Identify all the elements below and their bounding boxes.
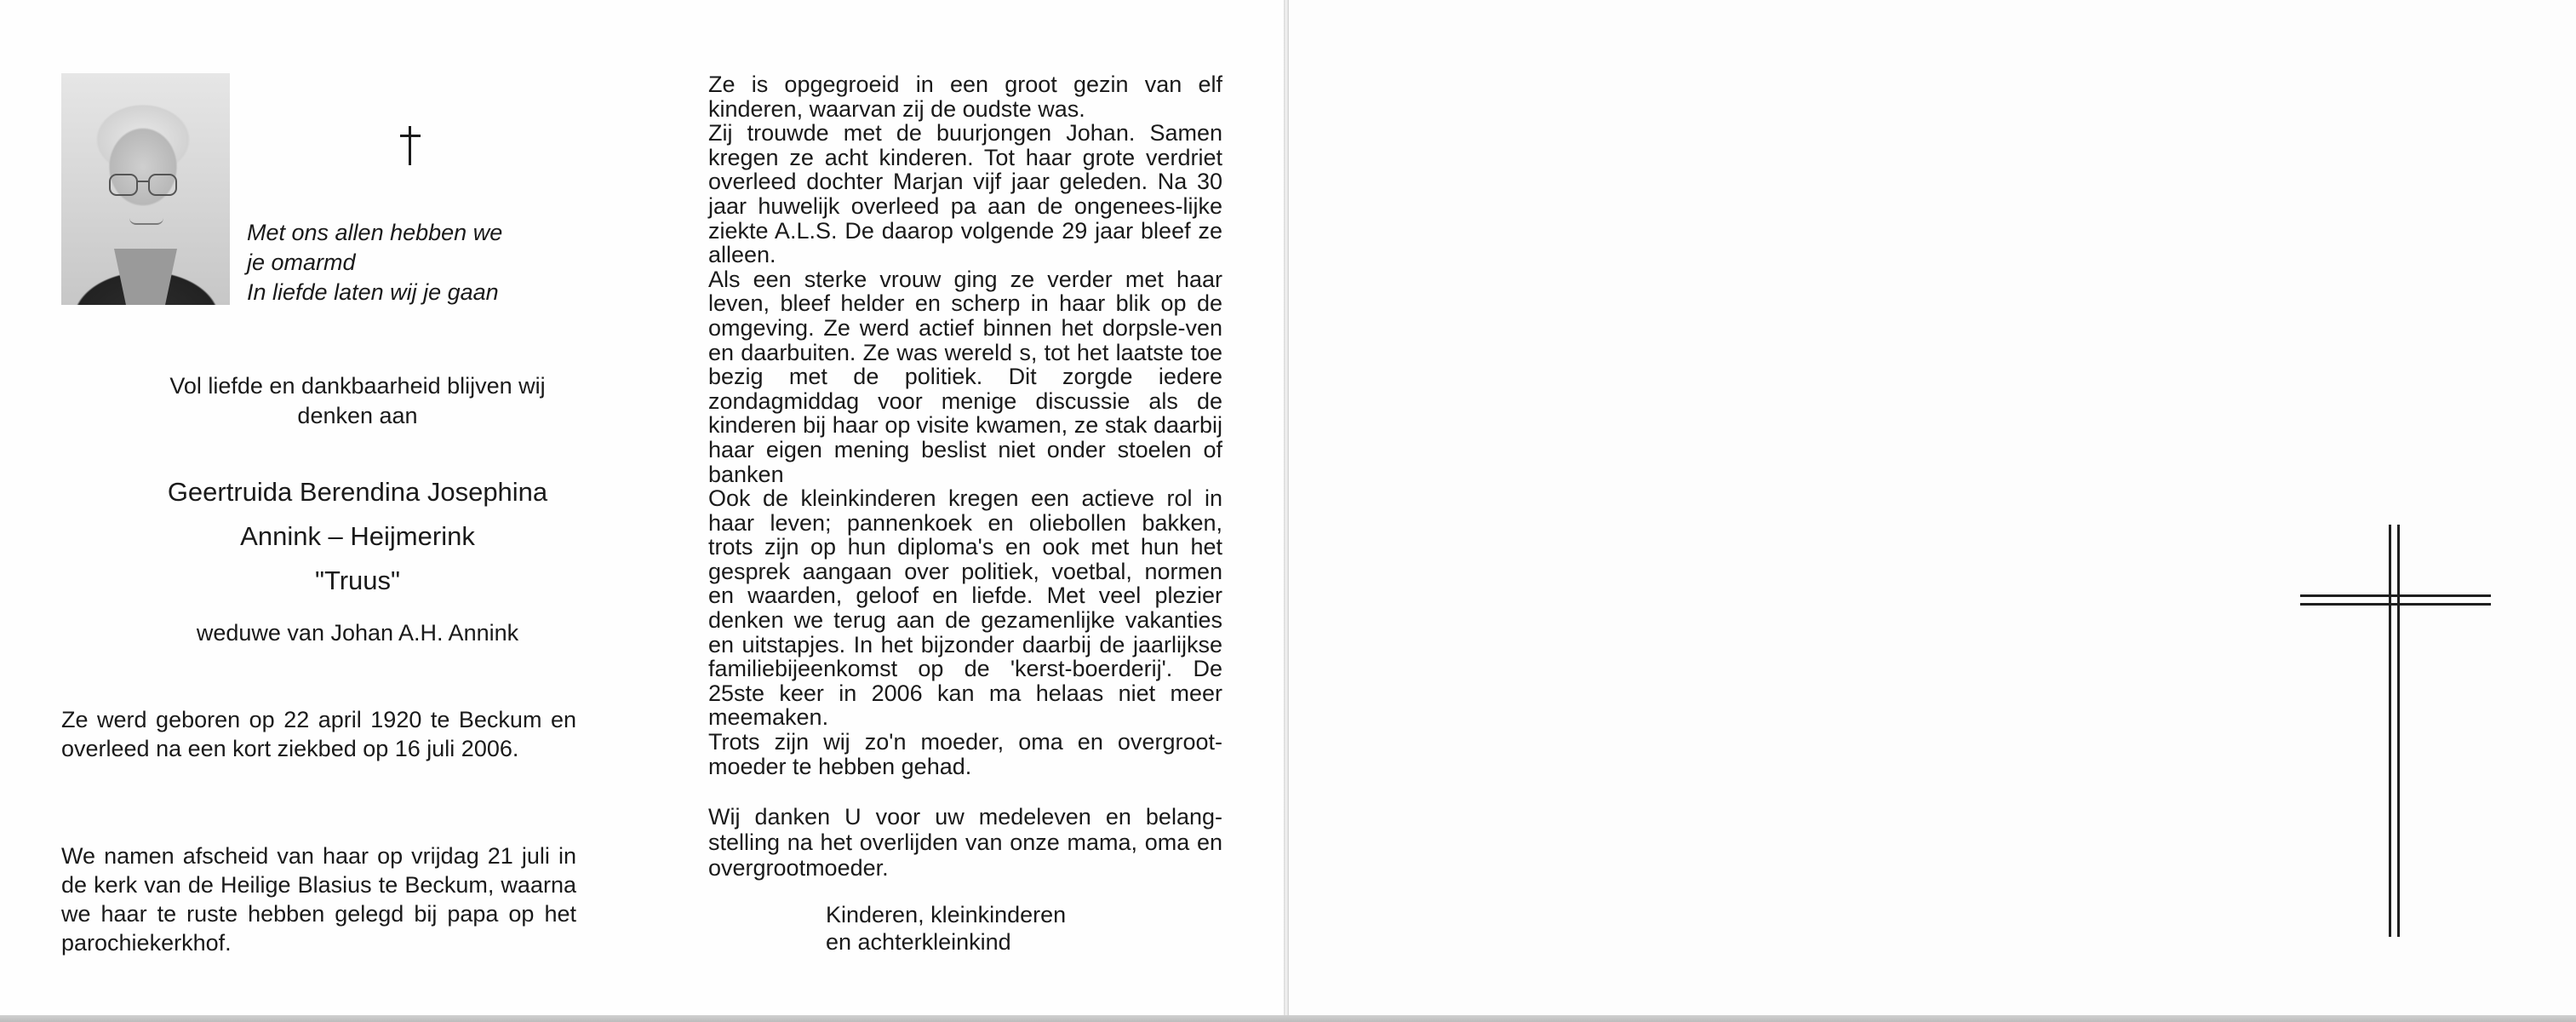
bio-paragraph: Zij trouwde met de buurjongen Johan. Samen kregen ze acht kinderen. Tot haar grote verdriet overleed dochter Marjan vijf jaar geleden. Na 30 jaar huwelijk overleed pa aan de ongenees-lijke ziekte A.L.S. De daarop volgende 29 jaar bleef ze alleen. [708,120,1222,268]
farewell-paragraph: We namen afscheid van haar op vrijdag 21 juli in de kerk van de Heilige Blasius te Beckum, waarna we haar te ruste hebben gelegd bij papa op het parochiekerkhof. [61,843,576,956]
small-cross-icon [400,126,421,165]
poem [247,218,553,307]
bio-paragraph: Trots zijn wij zo'n moeder, oma en overgroot-moeder te hebben gehad. [708,729,1222,779]
poem-line: je omarmd [247,250,356,275]
intro-text: Vol liefde en dankbaarheid blijven wij denken aan [169,373,546,428]
card-shadow-edge [0,1015,2576,1022]
large-cross-icon [2300,525,2491,937]
poem-line: In liefde laten wij je gaan [247,279,499,305]
biography [708,72,1222,778]
poem-line: Met ons allen hebben we [247,220,503,245]
thanks-paragraph: Wij danken U voor uw medeleven en belang-stelling na het overlijden van onze mama, oma en overgrootmoeder. [708,804,1222,881]
signoff: Kinderen, kleinkinderen en achterkleinkind [826,902,1067,955]
portrait-photo [61,73,230,305]
birth-death-paragraph: Ze werd geboren op 22 april 1920 te Beckum en overleed na een kort ziekbed op 16 juli 2006. [61,707,576,761]
bio-paragraph: Ook de kleinkinderen kregen een actieve rol in haar leven; pannenkoek en oliebollen bakken, trots zijn op hun diploma's en ook met hun het gesprek aangaan over politiek, voetbal, normen en waarden, geloof en liefde. Met veel plezier denken we terug aan de gezamenlijke vakanties en uitstapjes. In het bijzonder daarbij de jaarlijkse familiebijeenkomst op de 'kerst-boerderij'. De 25ste keer in 2006 kan ma helaas niet meer meemaken. [708,485,1222,731]
widow-line: weduwe van Johan A.H. Annink [196,620,519,646]
deceased-name: Geertruida Berendina Josephina Annink – Heijmerink "Truus" [167,477,548,595]
bio-paragraph: Ze is opgegroeid in een groot gezin van elf kinderen, waarvan zij de oudste was. [708,72,1222,122]
bio-paragraph: Als een sterke vrouw ging ze verder met haar leven, bleef helder en scherp in haar blik op de omgeving. Ze werd actief binnen het dorpsle-ven en daarbuiten. Ze was wereld s, tot het laatste toe bezig met de politiek. Dit zorgde iedere zondagmiddag voor menige discussie als de kinderen bij haar op visite kwamen, ze stak daarbij haar eigen mening beslist niet onder stoelen of banken [708,266,1222,487]
inner-left-spread [0,0,1284,1015]
